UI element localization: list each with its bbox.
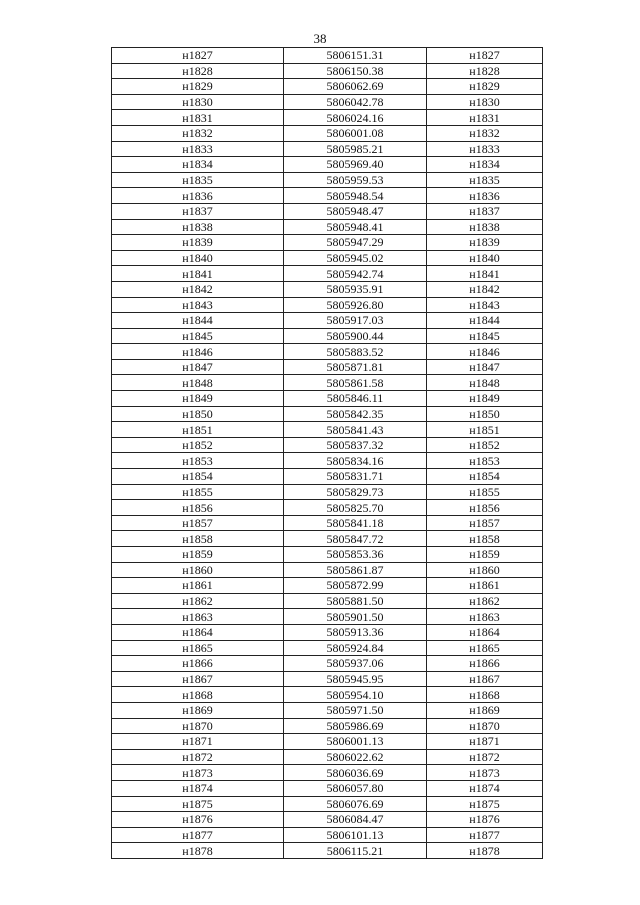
- coordinate-value-cell: 5805945.95: [284, 671, 427, 687]
- point-label-cell: н1837: [112, 203, 284, 219]
- point-label-cell: н1829: [112, 79, 284, 95]
- table-row: [112, 359, 543, 375]
- coordinate-value-cell: 5805831.71: [284, 469, 427, 485]
- table-row: [112, 796, 543, 812]
- coordinate-value-cell: 5805901.50: [284, 609, 427, 625]
- table-row: [112, 843, 543, 859]
- point-label-cell: н1843: [112, 297, 284, 313]
- table-row: [112, 531, 543, 547]
- coordinate-value-cell: 5805846.11: [284, 391, 427, 407]
- coordinate-value-cell: 5805935.91: [284, 281, 427, 297]
- point-label-cell: н1874: [427, 780, 543, 796]
- point-label-cell: н1847: [427, 359, 543, 375]
- coordinate-value-cell: 5805942.74: [284, 266, 427, 282]
- point-label-cell: н1855: [112, 484, 284, 500]
- point-label-cell: н1866: [112, 656, 284, 672]
- point-label-cell: н1875: [112, 796, 284, 812]
- table-row: [112, 344, 543, 360]
- point-label-cell: н1830: [112, 94, 284, 110]
- point-label-cell: н1858: [112, 531, 284, 547]
- coordinate-value-cell: 5805881.50: [284, 593, 427, 609]
- table-row: [112, 500, 543, 516]
- coordinate-value-cell: 5805945.02: [284, 250, 427, 266]
- coordinate-value-cell: 5805959.53: [284, 172, 427, 188]
- point-label-cell: н1870: [112, 718, 284, 734]
- point-label-cell: н1831: [427, 110, 543, 126]
- point-label-cell: н1853: [427, 453, 543, 469]
- point-label-cell: н1848: [427, 375, 543, 391]
- coordinate-value-cell: 5805917.03: [284, 313, 427, 329]
- table-row: [112, 250, 543, 266]
- point-label-cell: н1834: [112, 157, 284, 173]
- coordinate-value-cell: 5805861.87: [284, 562, 427, 578]
- coordinate-value-cell: 5805842.35: [284, 406, 427, 422]
- point-label-cell: н1877: [112, 827, 284, 843]
- point-label-cell: н1858: [427, 531, 543, 547]
- coordinate-value-cell: 5805948.47: [284, 203, 427, 219]
- point-label-cell: н1861: [427, 578, 543, 594]
- point-label-cell: н1850: [112, 406, 284, 422]
- page-number: 38: [313, 31, 327, 46]
- point-label-cell: н1862: [112, 593, 284, 609]
- coordinate-value-cell: 5805837.32: [284, 437, 427, 453]
- point-label-cell: н1878: [427, 843, 543, 859]
- table-row: [112, 328, 543, 344]
- coordinate-value-cell: 5806036.69: [284, 765, 427, 781]
- point-label-cell: н1861: [112, 578, 284, 594]
- point-label-cell: н1846: [112, 344, 284, 360]
- coordinate-value-cell: 5805924.84: [284, 640, 427, 656]
- point-label-cell: н1841: [112, 266, 284, 282]
- coordinate-value-cell: 5805969.40: [284, 157, 427, 173]
- table-row: [112, 63, 543, 79]
- coordinate-value-cell: 5805971.50: [284, 702, 427, 718]
- coordinate-value-cell: 5806001.13: [284, 734, 427, 750]
- coordinate-value-cell: 5805913.36: [284, 624, 427, 640]
- coordinate-value-cell: 5805948.41: [284, 219, 427, 235]
- coordinate-value-cell: 5806101.13: [284, 827, 427, 843]
- table-row: [112, 266, 543, 282]
- coordinate-value-cell: 5805937.06: [284, 656, 427, 672]
- point-label-cell: н1872: [112, 749, 284, 765]
- point-label-cell: н1869: [112, 702, 284, 718]
- coordinate-value-cell: 5806084.47: [284, 812, 427, 828]
- point-label-cell: н1859: [112, 547, 284, 563]
- point-label-cell: н1854: [427, 469, 543, 485]
- table-row: [112, 437, 543, 453]
- point-label-cell: н1876: [112, 812, 284, 828]
- point-label-cell: н1831: [112, 110, 284, 126]
- point-label-cell: н1870: [427, 718, 543, 734]
- coordinate-value-cell: 5806115.21: [284, 843, 427, 859]
- coordinate-value-cell: 5805872.99: [284, 578, 427, 594]
- table-row: [112, 515, 543, 531]
- point-label-cell: н1863: [427, 609, 543, 625]
- coordinate-value-cell: 5806150.38: [284, 63, 427, 79]
- point-label-cell: н1852: [112, 437, 284, 453]
- coordinate-value-cell: 5805853.36: [284, 547, 427, 563]
- coordinate-value-cell: 5805900.44: [284, 328, 427, 344]
- table-row: [112, 125, 543, 141]
- coordinate-value-cell: 5806151.31: [284, 48, 427, 64]
- point-label-cell: н1833: [427, 141, 543, 157]
- point-label-cell: н1838: [112, 219, 284, 235]
- coordinate-value-cell: 5805834.16: [284, 453, 427, 469]
- point-label-cell: н1874: [112, 780, 284, 796]
- point-label-cell: н1856: [427, 500, 543, 516]
- point-label-cell: н1866: [427, 656, 543, 672]
- point-label-cell: н1839: [112, 235, 284, 251]
- coordinates-table: [111, 47, 543, 859]
- table-row: [112, 640, 543, 656]
- point-label-cell: н1852: [427, 437, 543, 453]
- point-label-cell: н1827: [112, 48, 284, 64]
- point-label-cell: н1842: [427, 281, 543, 297]
- coordinate-value-cell: 5805861.58: [284, 375, 427, 391]
- table-row: [112, 422, 543, 438]
- table-row: [112, 235, 543, 251]
- point-label-cell: н1876: [427, 812, 543, 828]
- point-label-cell: н1837: [427, 203, 543, 219]
- table-row: [112, 671, 543, 687]
- table-row: [112, 765, 543, 781]
- table-row: [112, 469, 543, 485]
- point-label-cell: н1835: [427, 172, 543, 188]
- point-label-cell: н1849: [112, 391, 284, 407]
- point-label-cell: н1856: [112, 500, 284, 516]
- point-label-cell: н1873: [112, 765, 284, 781]
- coordinate-value-cell: 5805871.81: [284, 359, 427, 375]
- point-label-cell: н1877: [427, 827, 543, 843]
- table-row: [112, 562, 543, 578]
- point-label-cell: н1868: [427, 687, 543, 703]
- coordinate-value-cell: 5805985.21: [284, 141, 427, 157]
- table-row: [112, 827, 543, 843]
- coordinates-table-container: [111, 47, 542, 859]
- point-label-cell: н1850: [427, 406, 543, 422]
- point-label-cell: н1833: [112, 141, 284, 157]
- coordinate-value-cell: 5806022.62: [284, 749, 427, 765]
- point-label-cell: н1842: [112, 281, 284, 297]
- point-label-cell: н1836: [427, 188, 543, 204]
- table-row: [112, 609, 543, 625]
- table-row: [112, 375, 543, 391]
- point-label-cell: н1857: [427, 515, 543, 531]
- point-label-cell: н1851: [112, 422, 284, 438]
- point-label-cell: н1853: [112, 453, 284, 469]
- point-label-cell: н1832: [112, 125, 284, 141]
- point-label-cell: н1862: [427, 593, 543, 609]
- point-label-cell: н1871: [112, 734, 284, 750]
- table-row: [112, 547, 543, 563]
- table-row: [112, 48, 543, 64]
- point-label-cell: н1863: [112, 609, 284, 625]
- table-row: [112, 313, 543, 329]
- table-row: [112, 157, 543, 173]
- point-label-cell: н1872: [427, 749, 543, 765]
- coordinate-value-cell: 5806001.08: [284, 125, 427, 141]
- table-row: [112, 484, 543, 500]
- point-label-cell: н1860: [427, 562, 543, 578]
- point-label-cell: н1829: [427, 79, 543, 95]
- table-row: [112, 79, 543, 95]
- point-label-cell: н1869: [427, 702, 543, 718]
- table-row: [112, 219, 543, 235]
- table-row: [112, 172, 543, 188]
- point-label-cell: н1845: [427, 328, 543, 344]
- point-label-cell: н1828: [427, 63, 543, 79]
- table-row: [112, 94, 543, 110]
- point-label-cell: н1859: [427, 547, 543, 563]
- table-row: [112, 188, 543, 204]
- coordinate-value-cell: 5805954.10: [284, 687, 427, 703]
- point-label-cell: н1864: [427, 624, 543, 640]
- point-label-cell: н1839: [427, 235, 543, 251]
- point-label-cell: н1854: [112, 469, 284, 485]
- table-row: [112, 749, 543, 765]
- coordinate-value-cell: 5805986.69: [284, 718, 427, 734]
- table-row: [112, 687, 543, 703]
- point-label-cell: н1844: [427, 313, 543, 329]
- point-label-cell: н1865: [112, 640, 284, 656]
- coordinate-value-cell: 5805926.80: [284, 297, 427, 313]
- point-label-cell: н1835: [112, 172, 284, 188]
- point-label-cell: н1840: [427, 250, 543, 266]
- point-label-cell: н1838: [427, 219, 543, 235]
- table-row: [112, 656, 543, 672]
- point-label-cell: н1873: [427, 765, 543, 781]
- coordinate-value-cell: 5805825.70: [284, 500, 427, 516]
- coordinate-value-cell: 5805847.72: [284, 531, 427, 547]
- point-label-cell: н1871: [427, 734, 543, 750]
- coordinate-value-cell: 5805883.52: [284, 344, 427, 360]
- point-label-cell: н1857: [112, 515, 284, 531]
- coordinate-value-cell: 5805947.29: [284, 235, 427, 251]
- point-label-cell: н1867: [112, 671, 284, 687]
- table-row: [112, 203, 543, 219]
- point-label-cell: н1851: [427, 422, 543, 438]
- point-label-cell: н1840: [112, 250, 284, 266]
- point-label-cell: н1864: [112, 624, 284, 640]
- point-label-cell: н1846: [427, 344, 543, 360]
- table-row: [112, 734, 543, 750]
- point-label-cell: н1841: [427, 266, 543, 282]
- coordinate-value-cell: 5805841.43: [284, 422, 427, 438]
- point-label-cell: н1828: [112, 63, 284, 79]
- point-label-cell: н1867: [427, 671, 543, 687]
- point-label-cell: н1830: [427, 94, 543, 110]
- point-label-cell: н1849: [427, 391, 543, 407]
- coordinate-value-cell: 5806057.80: [284, 780, 427, 796]
- point-label-cell: н1847: [112, 359, 284, 375]
- coordinate-value-cell: 5805841.18: [284, 515, 427, 531]
- point-label-cell: н1834: [427, 157, 543, 173]
- coordinate-value-cell: 5805829.73: [284, 484, 427, 500]
- point-label-cell: н1845: [112, 328, 284, 344]
- table-row: [112, 406, 543, 422]
- table-row: [112, 812, 543, 828]
- table-row: [112, 593, 543, 609]
- coordinate-value-cell: 5806076.69: [284, 796, 427, 812]
- coordinate-value-cell: 5806042.78: [284, 94, 427, 110]
- point-label-cell: н1843: [427, 297, 543, 313]
- table-row: [112, 110, 543, 126]
- table-row: [112, 718, 543, 734]
- point-label-cell: н1865: [427, 640, 543, 656]
- table-row: [112, 391, 543, 407]
- point-label-cell: н1860: [112, 562, 284, 578]
- coordinates-table-body: [112, 48, 543, 859]
- point-label-cell: н1836: [112, 188, 284, 204]
- table-row: [112, 141, 543, 157]
- table-row: [112, 624, 543, 640]
- table-row: [112, 780, 543, 796]
- table-row: [112, 297, 543, 313]
- coordinate-value-cell: 5806062.69: [284, 79, 427, 95]
- table-row: [112, 702, 543, 718]
- point-label-cell: н1848: [112, 375, 284, 391]
- point-label-cell: н1827: [427, 48, 543, 64]
- coordinate-value-cell: 5806024.16: [284, 110, 427, 126]
- point-label-cell: н1855: [427, 484, 543, 500]
- point-label-cell: н1844: [112, 313, 284, 329]
- point-label-cell: н1878: [112, 843, 284, 859]
- table-row: [112, 453, 543, 469]
- point-label-cell: н1832: [427, 125, 543, 141]
- table-row: [112, 578, 543, 594]
- coordinate-value-cell: 5805948.54: [284, 188, 427, 204]
- table-row: [112, 281, 543, 297]
- point-label-cell: н1875: [427, 796, 543, 812]
- point-label-cell: н1868: [112, 687, 284, 703]
